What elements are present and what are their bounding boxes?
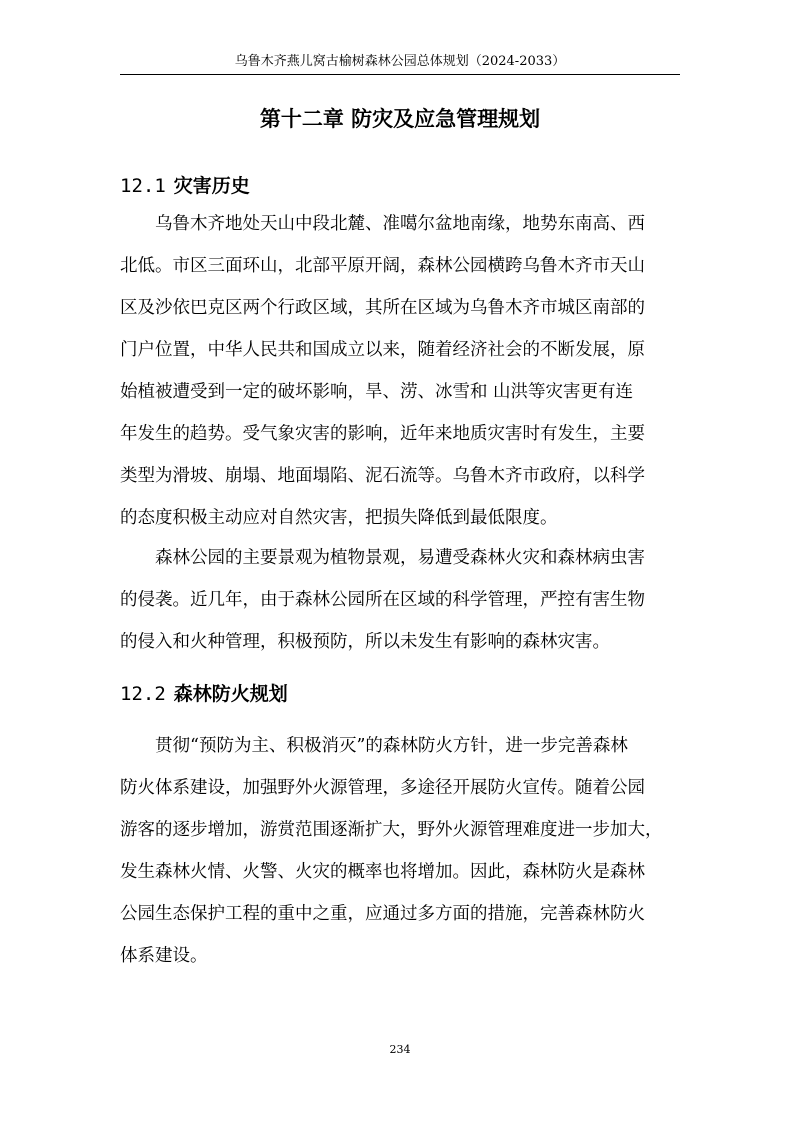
running-header: 乌鲁木齐燕儿窝古榆树森林公园总体规划（2024-2033） — [234, 54, 566, 69]
paragraph-line: 年发生的趋势。受气象灾害的影响，近年来地质灾害时有发生，主要 — [120, 424, 645, 444]
paragraph-line: 北低。市区三面环山，北部平原开阔，森林公园横跨乌鲁木齐市天山 — [120, 256, 645, 276]
paragraph-line: 的侵入和火种管理，积极预防，所以未发生有影响的森林灾害。 — [120, 632, 610, 652]
paragraph-line: 门户位置，中华人民共和国成立以来，随着经济社会的不断发展，原 — [120, 340, 645, 360]
section-title: 森林防火规划 — [173, 683, 288, 705]
section-heading-12-2 — [120, 680, 288, 708]
paragraph-line: 乌鲁木齐地处天山中段北麓、准噶尔盆地南缘，地势东南高、西 — [120, 214, 645, 234]
section-number: 12.1 — [120, 175, 166, 197]
section-title: 灾害历史 — [173, 175, 250, 197]
paragraph-line: 区及沙依巴克区两个行政区域，其所在区域为乌鲁木齐市城区南部的 — [120, 298, 645, 318]
paragraph-line: 的态度积极主动应对自然灾害，把损失降低到最低限度。 — [120, 508, 558, 528]
paragraph-line: 公园生态保护工程的重中之重，应通过多方面的措施，完善森林防火 — [120, 904, 645, 924]
paragraph-line: 始植被遭受到一定的破坏影响，旱、涝、冰雪和 山洪等灾害更有连 — [120, 382, 634, 402]
header-divider — [120, 74, 680, 75]
section-heading-12-1 — [120, 172, 250, 200]
paragraph-line: 贯彻“预防为主、积极消灭”的森林防火方针，进一步完善森林 — [120, 736, 628, 756]
page-number: 234 — [389, 1043, 411, 1056]
paragraph-line: 游客的逐步增加，游赏范围逐渐扩大，野外火源管理难度进一步加大， — [120, 820, 663, 840]
paragraph-line: 发生森林火情、火警、火灾的概率也将增加。因此，森林防火是森林 — [120, 862, 645, 882]
chapter-title: 第十二章 防灾及应急管理规划 — [259, 107, 541, 131]
section-number: 12.2 — [120, 683, 166, 705]
paragraph-line: 类型为滑坡、崩塌、地面塌陷、泥石流等。乌鲁木齐市政府，以科学 — [120, 466, 645, 486]
paragraph-line: 体系建设。 — [120, 946, 208, 966]
paragraph-line: 的侵袭。近几年，由于森林公园所在区域的科学管理，严控有害生物 — [120, 590, 645, 610]
paragraph-line: 森林公园的主要景观为植物景观，易遭受森林火灾和森林病虫害 — [120, 548, 645, 568]
paragraph-line: 防火体系建设，加强野外火源管理，多途径开展防火宣传。随着公园 — [120, 778, 645, 798]
